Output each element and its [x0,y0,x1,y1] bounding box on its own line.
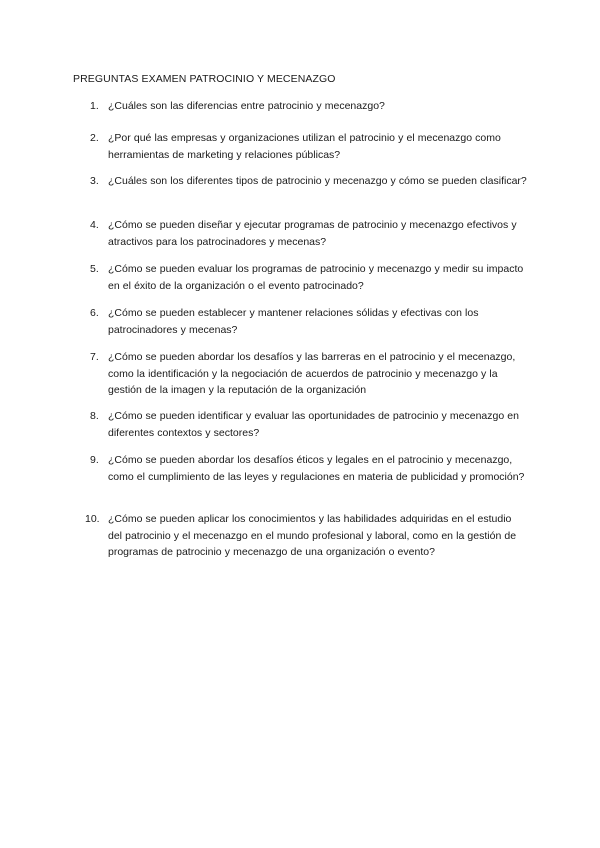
question-text: ¿Cómo se pueden identificar y evaluar las oportunidades de patrocinio y mecenazgo en diferentes contextos y sectores? [108,410,519,439]
question-text: ¿Cómo se pueden evaluar los programas de patrocinio y mecenazgo y medir su impacto en el éxito de la organización o el evento patrocinado? [108,263,524,292]
question-number: 5. [90,263,99,275]
question-text: ¿Cómo se pueden diseñar y ejecutar programas de patrocinio y mecenazgo efectivos y atractivos para los patrocinadores y mecenas? [108,219,517,248]
question-number: 7. [90,351,99,363]
question-text: ¿Cómo se pueden abordar los desafíos y las barreras en el patrocinio y el mecenazgo, como la identificación y la negociación de acuerdos de patrocinio y mecenazgo y la gestión de la imagen y la reputación de la organización [108,351,516,397]
question-text: ¿Cómo se pueden aplicar los conocimientos y las habilidades adquiridas en el estudio del patrocinio y el mecenazgo en el mundo profesional y laboral, como en la gestión de programas de patrocinio y mecenazgo de una organización o evento? [108,513,517,559]
question-number: 1. [90,100,99,112]
document-title: PREGUNTAS EXAMEN PATROCINIO Y MECENAZGO [73,73,336,85]
question-number: 4. [90,219,99,231]
question-text: ¿Cómo se pueden abordar los desafíos éticos y legales en el patrocinio y mecenazgo, como el cumplimiento de las leyes y regulaciones en materia de publicidad y promoción? [108,454,525,483]
question-number: 2. [90,132,99,144]
question-text: ¿Por qué las empresas y organizaciones utilizan el patrocinio y el mecenazgo como herramientas de marketing y relaciones públicas? [108,132,501,161]
question-text: ¿Cómo se pueden establecer y mantener relaciones sólidas y efectivas con los patrocinadores y mecenas? [108,307,479,336]
question-text: ¿Cuáles son los diferentes tipos de patrocinio y mecenazgo y cómo se pueden clasificar? [108,175,527,187]
question-number: 8. [90,410,99,422]
question-number: 3. [90,175,99,187]
question-number: 10. [85,513,100,525]
question-number: 9. [90,454,99,466]
question-text: ¿Cuáles son las diferencias entre patrocinio y mecenazgo? [108,100,385,112]
question-number: 6. [90,307,99,319]
